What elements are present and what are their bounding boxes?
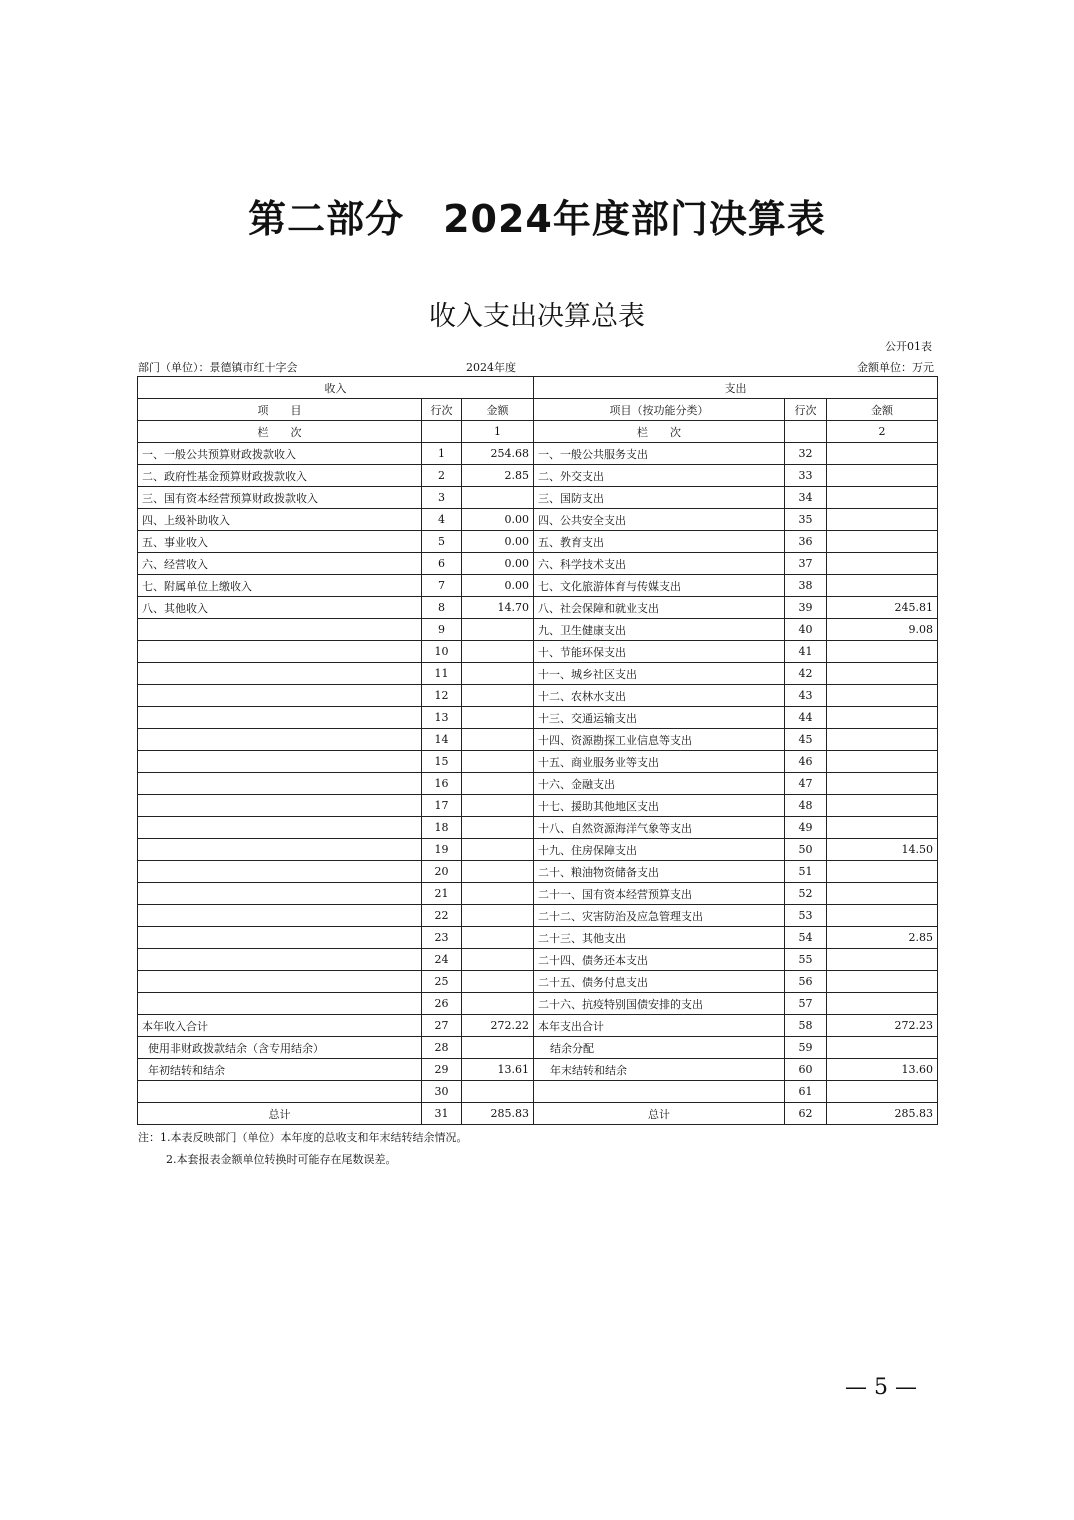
expense-line: 46 (785, 751, 827, 773)
table-row (138, 1037, 938, 1059)
expense-line: 36 (785, 531, 827, 553)
table-row (138, 993, 938, 1015)
department-label: 部门（单位）：景德镇市红十字会 (138, 361, 298, 374)
expense-line: 50 (785, 839, 827, 861)
income-line: 30 (422, 1081, 462, 1103)
expense-line: 40 (785, 619, 827, 641)
empty-cell (785, 421, 827, 443)
table-row (138, 663, 938, 685)
page-title: 第二部分 2024年度部门决算表 (248, 197, 826, 241)
income-amount (462, 883, 534, 905)
table-row (138, 465, 938, 487)
expense-line: 60 (785, 1059, 827, 1081)
income-amount: 0.00 (462, 553, 534, 575)
income-amount (462, 971, 534, 993)
amount-header: 金额 (462, 399, 534, 421)
income-line: 8 (422, 597, 462, 619)
expense-item: 四、公共安全支出 (534, 509, 785, 531)
expense-item: 一、一般公共服务支出 (534, 443, 785, 465)
income-line: 25 (422, 971, 462, 993)
income-amount: 13.61 (462, 1059, 534, 1081)
income-item (138, 773, 422, 795)
expense-item: 五、教育支出 (534, 531, 785, 553)
empty-cell (422, 421, 462, 443)
income-item (138, 685, 422, 707)
expense-item: 七、文化旅游体育与传媒支出 (534, 575, 785, 597)
table-row (138, 707, 938, 729)
table-row (138, 641, 938, 663)
expense-item: 八、社会保障和就业支出 (534, 597, 785, 619)
expense-amount (827, 685, 938, 707)
expense-amount: 245.81 (827, 597, 938, 619)
expense-line: 41 (785, 641, 827, 663)
income-line: 1 (422, 443, 462, 465)
table-row (138, 905, 938, 927)
expense-item (534, 1081, 785, 1103)
col-label: 栏 次 (534, 421, 785, 443)
expense-amount: 285.83 (827, 1103, 938, 1125)
expense-amount (827, 905, 938, 927)
income-amount (462, 905, 534, 927)
item-header: 项 目 (138, 399, 422, 421)
expense-item: 九、卫生健康支出 (534, 619, 785, 641)
income-item: 四、上级补助收入 (138, 509, 422, 531)
table-row (138, 795, 938, 817)
expense-amount (827, 575, 938, 597)
income-item (138, 993, 422, 1015)
table-row (138, 487, 938, 509)
expense-item: 十八、自然资源海洋气象等支出 (534, 817, 785, 839)
expense-item: 二十三、其他支出 (534, 927, 785, 949)
income-amount (462, 1037, 534, 1059)
expense-item: 十九、住房保障支出 (534, 839, 785, 861)
income-amount: 14.70 (462, 597, 534, 619)
expense-line: 61 (785, 1081, 827, 1103)
income-amount (462, 839, 534, 861)
expense-line: 49 (785, 817, 827, 839)
income-item: 六、经营收入 (138, 553, 422, 575)
income-line: 31 (422, 1103, 462, 1125)
expense-amount (827, 553, 938, 575)
expense-amount (827, 993, 938, 1015)
income-item (138, 619, 422, 641)
income-amount (462, 707, 534, 729)
expense-line: 44 (785, 707, 827, 729)
income-line: 17 (422, 795, 462, 817)
expense-item: 二、外交支出 (534, 465, 785, 487)
expense-amount (827, 817, 938, 839)
expense-item: 十、节能环保支出 (534, 641, 785, 663)
income-item (138, 795, 422, 817)
income-line: 21 (422, 883, 462, 905)
income-amount (462, 487, 534, 509)
expense-amount (827, 949, 938, 971)
income-item (138, 971, 422, 993)
income-line: 26 (422, 993, 462, 1015)
income-amount: 285.83 (462, 1103, 534, 1125)
expense-amount (827, 465, 938, 487)
section-header-row (138, 377, 938, 399)
year-label: 2024年度 (466, 361, 516, 374)
column-header-row (138, 399, 938, 421)
income-amount (462, 817, 534, 839)
expense-line: 57 (785, 993, 827, 1015)
expense-amount (827, 1037, 938, 1059)
expense-item: 本年支出合计 (534, 1015, 785, 1037)
table-row (138, 949, 938, 971)
expense-item: 十三、交通运输支出 (534, 707, 785, 729)
expense-line: 43 (785, 685, 827, 707)
income-line: 9 (422, 619, 462, 641)
expense-line: 52 (785, 883, 827, 905)
page-number: — 5 — (845, 1375, 917, 1400)
table-row (138, 729, 938, 751)
income-item: 二、政府性基金预算财政拨款收入 (138, 465, 422, 487)
expense-item: 结余分配 (534, 1037, 785, 1059)
expense-item: 十四、资源勘探工业信息等支出 (534, 729, 785, 751)
income-line: 7 (422, 575, 462, 597)
expense-amount (827, 707, 938, 729)
income-amount (462, 993, 534, 1015)
expense-item: 二十五、债务付息支出 (534, 971, 785, 993)
table-row (138, 509, 938, 531)
expense-item: 年末结转和结余 (534, 1059, 785, 1081)
notes (138, 1127, 468, 1171)
expense-line: 39 (785, 597, 827, 619)
table-row (138, 597, 938, 619)
income-item (138, 861, 422, 883)
income-line: 15 (422, 751, 462, 773)
income-amount (462, 927, 534, 949)
expense-line: 59 (785, 1037, 827, 1059)
income-item: 八、其他收入 (138, 597, 422, 619)
income-item: 五、事业收入 (138, 531, 422, 553)
income-item (138, 905, 422, 927)
income-amount (462, 795, 534, 817)
income-line: 10 (422, 641, 462, 663)
income-item (138, 751, 422, 773)
expense-amount (827, 663, 938, 685)
expense-item: 二十、粮油物资储备支出 (534, 861, 785, 883)
expense-line: 58 (785, 1015, 827, 1037)
income-item (138, 817, 422, 839)
expense-line: 53 (785, 905, 827, 927)
income-item (138, 663, 422, 685)
income-amount (462, 619, 534, 641)
table-row (138, 1103, 938, 1125)
table-row (138, 575, 938, 597)
expense-amount (827, 1081, 938, 1103)
expense-item: 十六、金融支出 (534, 773, 785, 795)
table-row (138, 443, 938, 465)
line-header: 行次 (785, 399, 827, 421)
income-item: 本年收入合计 (138, 1015, 422, 1037)
table-row (138, 839, 938, 861)
expense-line: 32 (785, 443, 827, 465)
income-amount (462, 685, 534, 707)
table-code: 公开01表 (885, 340, 932, 353)
income-item (138, 707, 422, 729)
expense-amount (827, 883, 938, 905)
expense-amount (827, 861, 938, 883)
expense-line: 38 (785, 575, 827, 597)
expense-item: 十七、援助其他地区支出 (534, 795, 785, 817)
expense-amount: 2.85 (827, 927, 938, 949)
expense-item: 二十六、抗疫特别国债安排的支出 (534, 993, 785, 1015)
expense-header: 支出 (534, 377, 938, 399)
income-line: 3 (422, 487, 462, 509)
income-item: 一、一般公共预算财政拨款收入 (138, 443, 422, 465)
income-amount (462, 1081, 534, 1103)
income-line: 13 (422, 707, 462, 729)
income-item: 七、附属单位上缴收入 (138, 575, 422, 597)
col-label: 栏 次 (138, 421, 422, 443)
income-item (138, 883, 422, 905)
expense-line: 45 (785, 729, 827, 751)
table-row (138, 531, 938, 553)
table-row (138, 553, 938, 575)
expense-amount (827, 773, 938, 795)
table-row (138, 685, 938, 707)
income-line: 12 (422, 685, 462, 707)
income-expense-table (137, 376, 938, 1125)
income-amount (462, 861, 534, 883)
expense-item: 三、国防支出 (534, 487, 785, 509)
income-line: 24 (422, 949, 462, 971)
income-line: 20 (422, 861, 462, 883)
expense-line: 34 (785, 487, 827, 509)
expense-line: 55 (785, 949, 827, 971)
col-2: 2 (827, 421, 938, 443)
table-row (138, 751, 938, 773)
expense-line: 33 (785, 465, 827, 487)
income-line: 23 (422, 927, 462, 949)
income-item: 年初结转和结余 (138, 1059, 422, 1081)
income-line: 4 (422, 509, 462, 531)
expense-line: 42 (785, 663, 827, 685)
exp-item-header: 项目（按功能分类） (534, 399, 785, 421)
amount-header: 金额 (827, 399, 938, 421)
income-header: 收入 (138, 377, 534, 399)
expense-line: 56 (785, 971, 827, 993)
income-line: 5 (422, 531, 462, 553)
income-item (138, 641, 422, 663)
income-line: 14 (422, 729, 462, 751)
income-item: 使用非财政拨款结余（含专用结余） (138, 1037, 422, 1059)
note-2: 2.本套报表金额单位转换时可能存在尾数误差。 (166, 1153, 397, 1166)
income-item (138, 839, 422, 861)
table-row (138, 927, 938, 949)
income-line: 16 (422, 773, 462, 795)
income-amount: 2.85 (462, 465, 534, 487)
income-amount (462, 751, 534, 773)
expense-line: 48 (785, 795, 827, 817)
expense-amount (827, 509, 938, 531)
expense-amount: 13.60 (827, 1059, 938, 1081)
table-row (138, 1015, 938, 1037)
line-header: 行次 (422, 399, 462, 421)
col-1: 1 (462, 421, 534, 443)
expense-line: 37 (785, 553, 827, 575)
income-amount: 0.00 (462, 509, 534, 531)
table-row (138, 619, 938, 641)
table-row (138, 817, 938, 839)
income-amount: 0.00 (462, 575, 534, 597)
income-line: 6 (422, 553, 462, 575)
expense-item: 六、科学技术支出 (534, 553, 785, 575)
expense-line: 62 (785, 1103, 827, 1125)
expense-item: 十五、商业服务业等支出 (534, 751, 785, 773)
expense-amount (827, 641, 938, 663)
expense-line: 35 (785, 509, 827, 531)
expense-amount: 14.50 (827, 839, 938, 861)
income-line: 2 (422, 465, 462, 487)
expense-amount (827, 531, 938, 553)
expense-amount (827, 795, 938, 817)
table-title: 收入支出决算总表 (429, 301, 645, 332)
income-amount: 254.68 (462, 443, 534, 465)
expense-amount: 272.23 (827, 1015, 938, 1037)
income-amount (462, 773, 534, 795)
expense-item: 二十二、灾害防治及应急管理支出 (534, 905, 785, 927)
table-row (138, 883, 938, 905)
expense-amount (827, 443, 938, 465)
expense-amount (827, 729, 938, 751)
expense-item: 二十四、债务还本支出 (534, 949, 785, 971)
income-line: 11 (422, 663, 462, 685)
table-row (138, 1059, 938, 1081)
income-line: 22 (422, 905, 462, 927)
income-amount (462, 641, 534, 663)
income-amount (462, 729, 534, 751)
expense-line: 47 (785, 773, 827, 795)
income-line: 27 (422, 1015, 462, 1037)
table-row (138, 861, 938, 883)
income-amount: 0.00 (462, 531, 534, 553)
income-item (138, 1081, 422, 1103)
expense-item: 二十一、国有资本经营预算支出 (534, 883, 785, 905)
expense-amount (827, 487, 938, 509)
table-row (138, 773, 938, 795)
income-line: 29 (422, 1059, 462, 1081)
expense-item: 总计 (534, 1103, 785, 1125)
note-1: 注：1.本表反映部门（单位）本年度的总收支和年末结转结余情况。 (138, 1131, 468, 1144)
expense-line: 54 (785, 927, 827, 949)
table-row (138, 971, 938, 993)
income-line: 19 (422, 839, 462, 861)
income-line: 28 (422, 1037, 462, 1059)
expense-amount (827, 971, 938, 993)
income-item: 总计 (138, 1103, 422, 1125)
income-amount (462, 949, 534, 971)
income-amount: 272.22 (462, 1015, 534, 1037)
table-row (138, 1081, 938, 1103)
expense-item: 十二、农林水支出 (534, 685, 785, 707)
income-item: 三、国有资本经营预算财政拨款收入 (138, 487, 422, 509)
income-line: 18 (422, 817, 462, 839)
income-item (138, 927, 422, 949)
expense-amount (827, 751, 938, 773)
expense-item: 十一、城乡社区支出 (534, 663, 785, 685)
income-item (138, 729, 422, 751)
column-index-row (138, 421, 938, 443)
expense-amount: 9.08 (827, 619, 938, 641)
income-item (138, 949, 422, 971)
income-amount (462, 663, 534, 685)
expense-line: 51 (785, 861, 827, 883)
unit-label: 金额单位：万元 (857, 361, 934, 374)
